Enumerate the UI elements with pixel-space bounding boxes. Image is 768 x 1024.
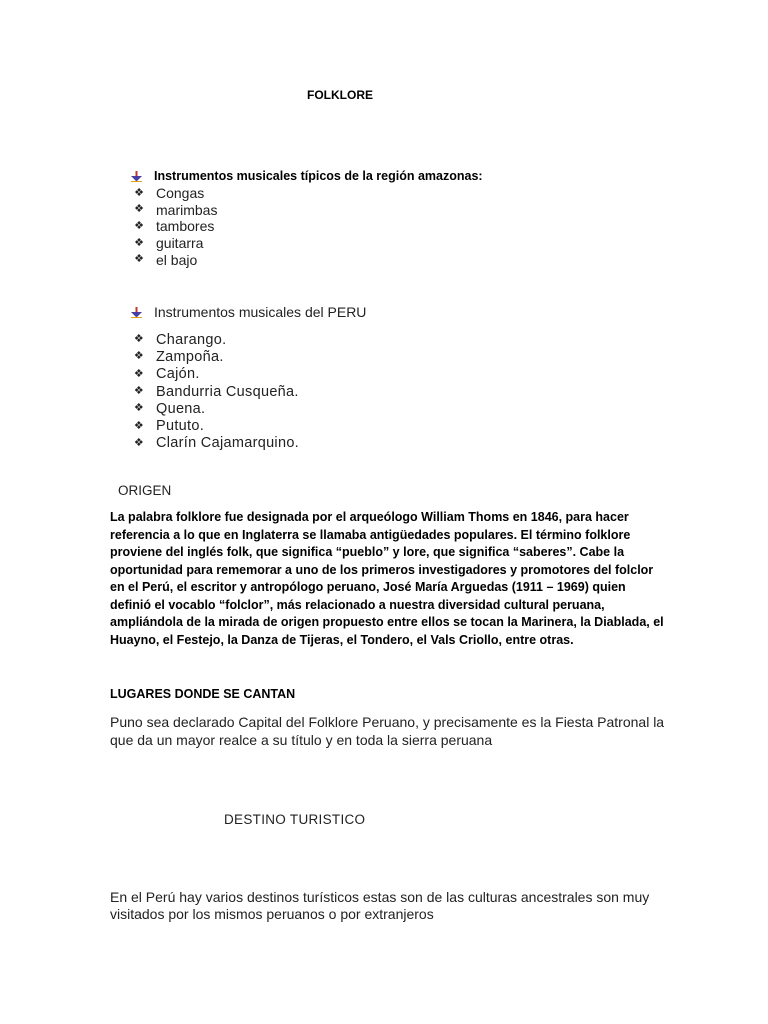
- amazon-section-heading: [131, 169, 483, 183]
- diamond-bullet-icon: ❖: [133, 402, 145, 415]
- destino-paragraph: En el Perú hay varios destinos turísticos estas son de las culturas ancestrales son muy visitados por los mismos peruanos o por extranjeros: [110, 889, 650, 922]
- destino-heading: DESTINO TURISTICO: [224, 812, 366, 827]
- diamond-bullet-icon: ❖: [134, 253, 144, 266]
- amazon-heading-text: Instrumentos musicales típicos de la región amazonas:: [154, 169, 483, 183]
- list-item: ❖ Zampoña.: [133, 348, 224, 365]
- list-item: ❖ Quena.: [133, 400, 206, 417]
- list-item: ❖ tambores: [134, 218, 215, 235]
- diamond-bullet-icon: ❖: [134, 203, 144, 216]
- list-item: ❖ Congas: [134, 185, 205, 202]
- peru-instruments-list: [133, 331, 299, 452]
- diamond-bullet-icon: ❖: [133, 333, 145, 346]
- diamond-bullet-icon: ❖: [134, 219, 144, 232]
- diamond-bullet-icon: ❖: [133, 419, 145, 432]
- lugares-heading: LUGARES DONDE SE CANTAN: [110, 687, 296, 701]
- list-item: ❖ marimbas: [134, 201, 218, 218]
- list-item: ❖ guitarra: [134, 235, 204, 252]
- peru-heading-text: Instrumentos musicales del PERU: [154, 304, 367, 320]
- diamond-bullet-icon: ❖: [133, 436, 145, 449]
- diamond-bullet-icon: ❖: [133, 385, 145, 398]
- diamond-bullet-icon: ❖: [134, 186, 144, 199]
- amazon-instruments-list: [133, 185, 217, 268]
- arrow-bullet-icon: [131, 171, 142, 182]
- origen-heading: ORIGEN: [118, 483, 172, 498]
- list-item: ❖ Pututo.: [133, 418, 205, 435]
- origen-paragraph: La palabra folklore fue designada por el arqueólogo William Thoms en 1846, para hacer referencia a lo que en Inglaterra se llamaba antigüedades populares. El término folklore proviene del inglés folk, que significa “pueblo” y lore, que significa “saberes”. Cabe la oportunidad para rememorar a uno de los primeros investigadores y promotores del folclor en el Perú, el escritor y antropólogo peruano, José María Arguedas (1911 – 1969) quien definió el vocablo “folclor”, más relacionado a nuestra diversidad cultural peruana, ampliándola de la mirada de origen propuesto entre ellos se tocan la Marinera, la Diablada, el Huayno, el Festejo, la Danza de Tijeras, el Tondero, el Vals Criollo, entre otras.: [110, 510, 664, 647]
- list-item: ❖ Charango.: [133, 331, 227, 348]
- list-item: ❖ Cajón.: [133, 366, 200, 383]
- diamond-bullet-icon: ❖: [134, 236, 144, 249]
- arrow-bullet-icon: [131, 307, 142, 318]
- lugares-paragraph: Puno sea declarado Capital del Folklore Peruano, y precisamente es la Fiesta Patronal la que da un mayor realce a su título y en toda la sierra peruana: [110, 714, 665, 748]
- diamond-bullet-icon: ❖: [133, 367, 145, 380]
- diamond-bullet-icon: ❖: [133, 350, 145, 363]
- list-item: ❖ Clarín Cajamarquino.: [133, 435, 300, 452]
- document-title: FOLKLORE: [307, 88, 373, 102]
- peru-section-heading: [131, 304, 366, 320]
- list-item: ❖ Bandurria Cusqueña.: [133, 383, 299, 400]
- list-item: ❖ el bajo: [134, 251, 198, 268]
